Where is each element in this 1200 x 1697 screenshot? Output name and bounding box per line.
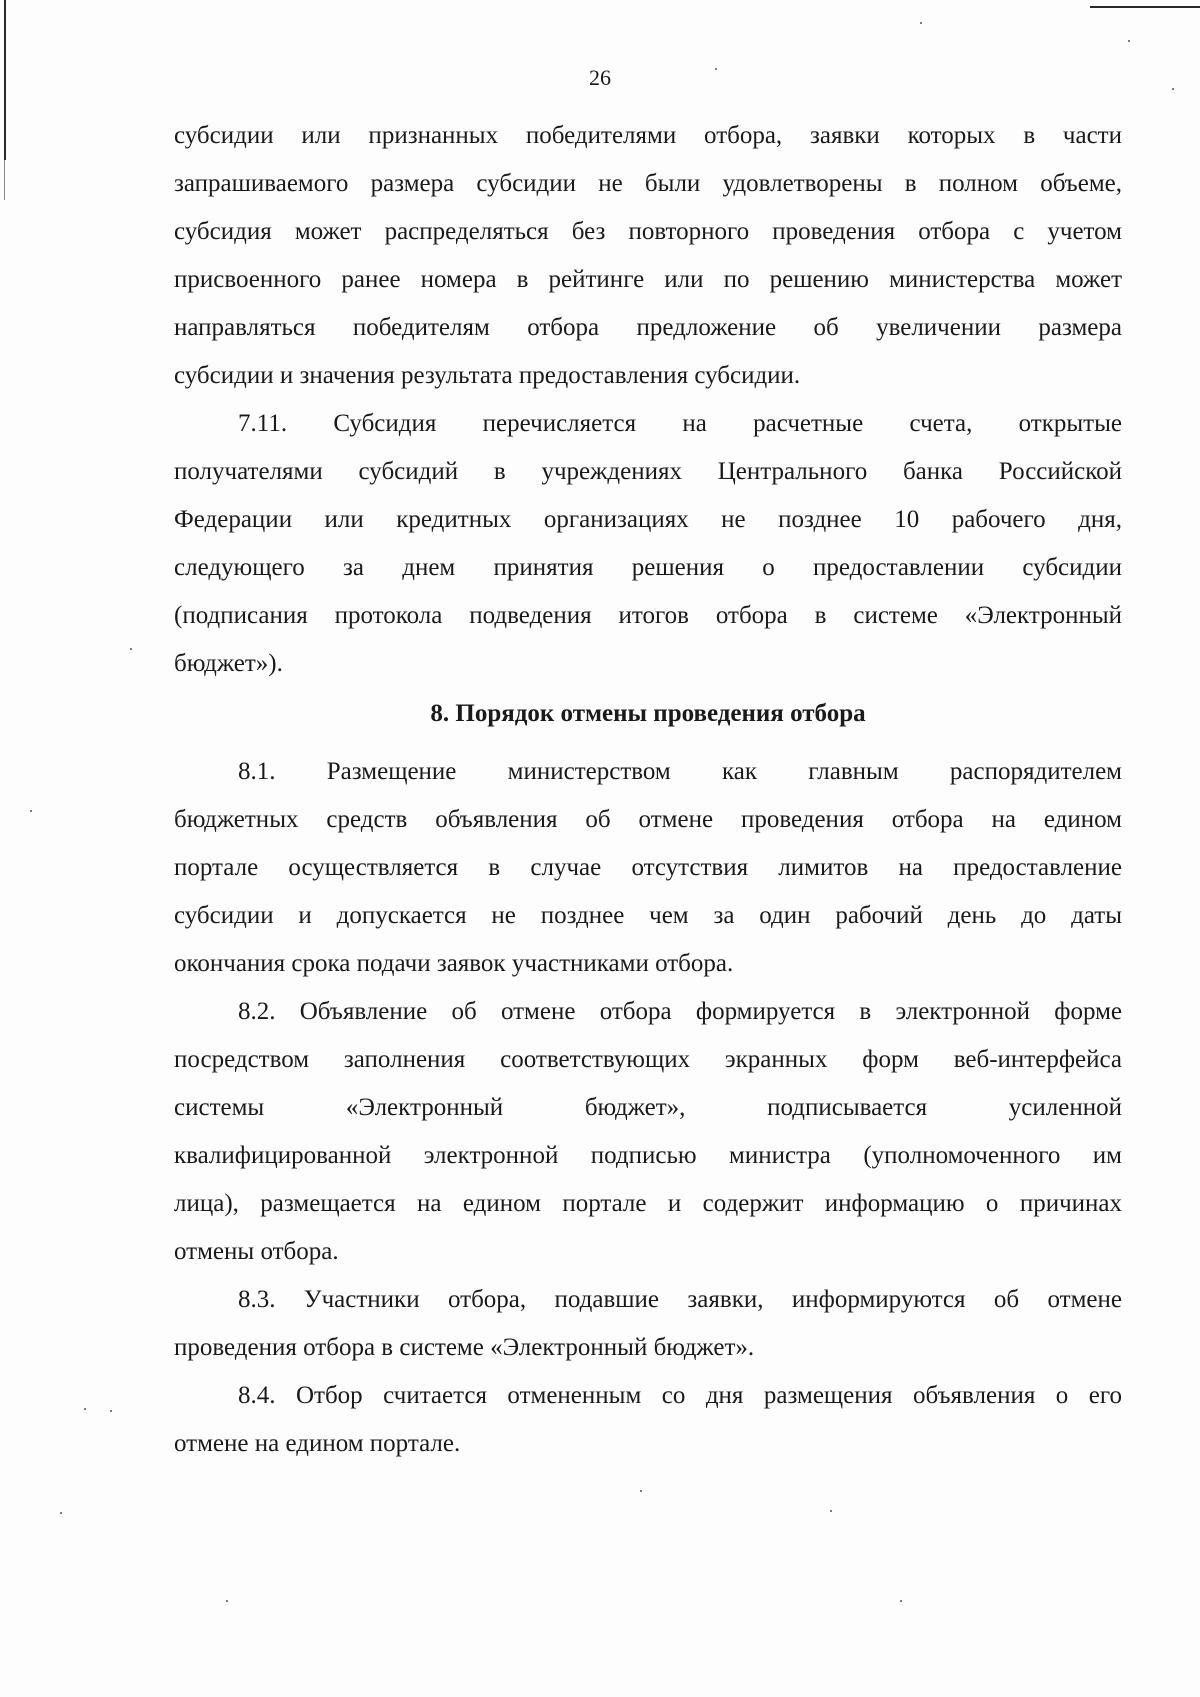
text-line: 8.2. Объявление об отмене отбора формируется в электронной форме	[238, 998, 1122, 1025]
scan-speck	[60, 1512, 62, 1514]
scan-speck	[30, 810, 32, 812]
text-line: проведения отбора в системе «Электронный бюджет».	[174, 1334, 755, 1361]
text-line: 7.11. Субсидия перечисляется на расчетные счета, открытые	[238, 410, 1122, 437]
scan-speck	[226, 1600, 228, 1602]
scan-speck	[130, 648, 132, 650]
text-line: окончания срока подачи заявок участниками отбора.	[174, 950, 734, 977]
scan-edge-mark	[4, 160, 5, 200]
text-line: 8.3. Участники отбора, подавшие заявки, информируются об отмене	[238, 1286, 1122, 1313]
text-line: отмене на едином портале.	[174, 1430, 461, 1457]
scan-speck	[900, 1600, 902, 1602]
scan-speck	[920, 22, 922, 24]
text-line: (подписания протокола подведения итогов отбора в системе «Электронный	[174, 602, 1122, 629]
scan-speck	[830, 1510, 832, 1512]
text-line: следующего за днем принятия решения о предоставлении субсидии	[174, 554, 1122, 581]
scan-edge-mark	[1090, 6, 1200, 8]
paragraph-8-3	[174, 1276, 1122, 1372]
text-line: лица), размещается на едином портале и содержит информацию о причинах	[174, 1190, 1122, 1217]
scan-speck	[1128, 40, 1130, 42]
text-line: посредством заполнения соответствующих экранных форм веб-интерфейса	[174, 1046, 1122, 1073]
scan-speck	[640, 1490, 642, 1492]
text-line: направляться победителям отбора предложение об увеличении размера	[174, 314, 1122, 341]
text-line: квалифицированной электронной подписью министра (уполномоченного им	[174, 1142, 1122, 1169]
text-line: системы «Электронный бюджет», подписывается усиленной	[174, 1094, 1122, 1121]
text-line: бюджет»).	[174, 650, 283, 677]
text-line: субсидии и значения результата предоставления субсидии.	[174, 362, 801, 389]
text-line: 8.1. Размещение министерством как главным распорядителем	[238, 758, 1122, 785]
text-line: субсидии и допускается не позднее чем за один рабочий день до даты	[174, 902, 1122, 929]
scan-speck	[110, 1410, 112, 1412]
paragraph-8-1	[174, 748, 1122, 988]
spacer	[174, 740, 1122, 748]
section-8-heading: 8. Порядок отмены проведения отбора	[430, 700, 866, 727]
document-body	[174, 112, 1122, 1468]
text-line: субсидия может распределяться без повторного проведения отбора с учетом	[174, 218, 1122, 245]
paragraph-8-2	[174, 988, 1122, 1276]
text-line: субсидии или признанных победителями отбора, заявки которых в части	[174, 122, 1122, 149]
paragraph-7-11	[174, 400, 1122, 688]
scan-speck	[84, 1408, 86, 1410]
text-line: запрашиваемого размера субсидии не были удовлетворены в полном объеме,	[174, 170, 1122, 197]
paragraph-7-10-continuation	[174, 112, 1122, 400]
paragraph-8-4	[174, 1372, 1122, 1468]
page-number: 26	[589, 65, 611, 90]
text-line: получателями субсидий в учреждениях Центрального банка Российской	[174, 458, 1122, 485]
text-line: портале осуществляется в случае отсутствия лимитов на предоставление	[174, 854, 1122, 881]
text-line: бюджетных средств объявления об отмене проведения отбора на едином	[174, 806, 1122, 833]
text-line: присвоенного ранее номера в рейтинге или по решению министерства может	[174, 266, 1122, 293]
text-line: 8.4. Отбор считается отмененным со дня размещения объявления о его	[238, 1382, 1122, 1409]
text-line: отмены отбора.	[174, 1238, 339, 1265]
text-line: Федерации или кредитных организациях не позднее 10 рабочего дня,	[174, 506, 1122, 533]
